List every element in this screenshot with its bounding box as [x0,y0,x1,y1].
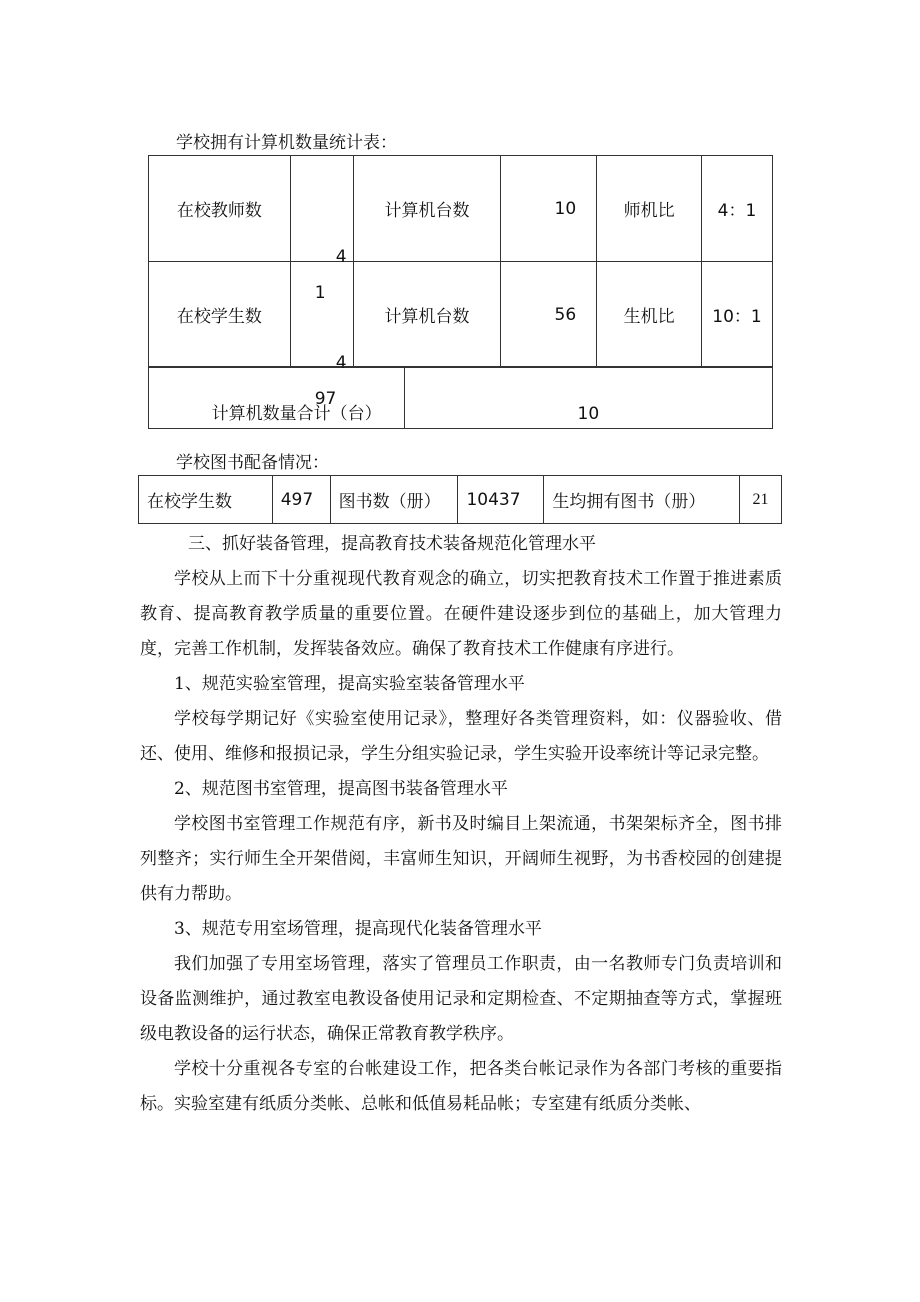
book-per-student-value: 21 [740,476,782,524]
student-pc-label: 计算机台数 [353,262,501,368]
book-student-label: 在校学生数 [139,476,273,524]
student-ratio-label: 生机比 [597,262,702,368]
subheading: 1、规范实验室管理，提高实验室装备管理水平 [174,674,525,694]
total-value: 10 [404,367,772,429]
computer-table-caption: 学校拥有计算机数量统计表： [176,133,397,153]
book-per-student-label: 生均拥有图书（册） [544,476,740,524]
teacher-count-label: 在校教师数 [149,156,291,262]
computer-total-table [148,366,773,429]
computer-count-table [148,155,773,409]
book-count-label: 图书数（册） [330,476,458,524]
book-student-value: 497 [272,476,330,524]
table-row [139,476,782,524]
student-ratio-value: 10：1 [702,262,773,368]
table-row [149,367,773,429]
teacher-ratio-label: 师机比 [597,156,702,262]
teacher-count-cell [290,156,353,303]
body-text [140,527,782,1122]
student-pc-value: 56 [501,262,597,368]
paragraph: 学校从上而下十分重视现代教育观念的确立，切实把教育技术工作置于推进素质教育、提高教育教学质量的重要位置。在硬件建设逐步到位的基础上，加大管理力度，完善工作机制，发挥装备效应。确保了教育技术工作健康有序进行。 [140,569,782,659]
subheading: 3、规范专用室场管理，提高现代化装备管理水平 [174,919,542,939]
teacher-count-part2: 1 [314,282,326,303]
book-table-caption: 学校图书配备情况： [176,453,329,473]
table-row [149,262,773,368]
book-count-value: 10437 [458,476,544,524]
teacher-pc-value: 10 [501,156,597,262]
paragraph: 学校每学期记好《实验室使用记录》，整理好各类管理资料，如：仪器验收、借还、使用、维修和报损记录，学生分组实验记录，学生实验开设率统计等记录完整。 [140,709,782,764]
teacher-pc-label: 计算机台数 [353,156,501,262]
book-table [138,475,782,524]
teacher-count-part1: 4 [335,246,347,267]
subheading: 2、规范图书室管理，提高图书装备管理水平 [174,779,508,799]
student-count-part2: 97 [314,388,337,409]
student-count-cell [290,262,353,409]
teacher-ratio-value: 4：1 [702,156,773,262]
total-label: 计算机数量合计（台） [149,367,405,429]
paragraph: 我们加强了专用室场管理，落实了管理员工作职责，由一名教师专门负责培训和设备监测维护，通过教室电教设备使用记录和定期检查、不定期抽查等方式，掌握班级电教设备的运行状态，确保正常教育教学秩序。 [140,954,782,1044]
table-row [149,156,773,262]
section-heading: 三、抓好装备管理，提高教育技术装备规范化管理水平 [188,534,596,554]
paragraph: 学校十分重视各专室的台帐建设工作，把各类台帐记录作为各部门考核的重要指标。实验室建有纸质分类帐、总帐和低值易耗品帐；专室建有纸质分类帐、 [140,1059,782,1114]
paragraph: 学校图书室管理工作规范有序，新书及时编目上架流通，书架架标齐全，图书排列整齐；实行师生全开架借阅，丰富师生知识，开阔师生视野，为书香校园的创建提供有力帮助。 [140,814,782,904]
student-count-part1: 4 [335,352,347,373]
student-count-label: 在校学生数 [149,262,291,368]
